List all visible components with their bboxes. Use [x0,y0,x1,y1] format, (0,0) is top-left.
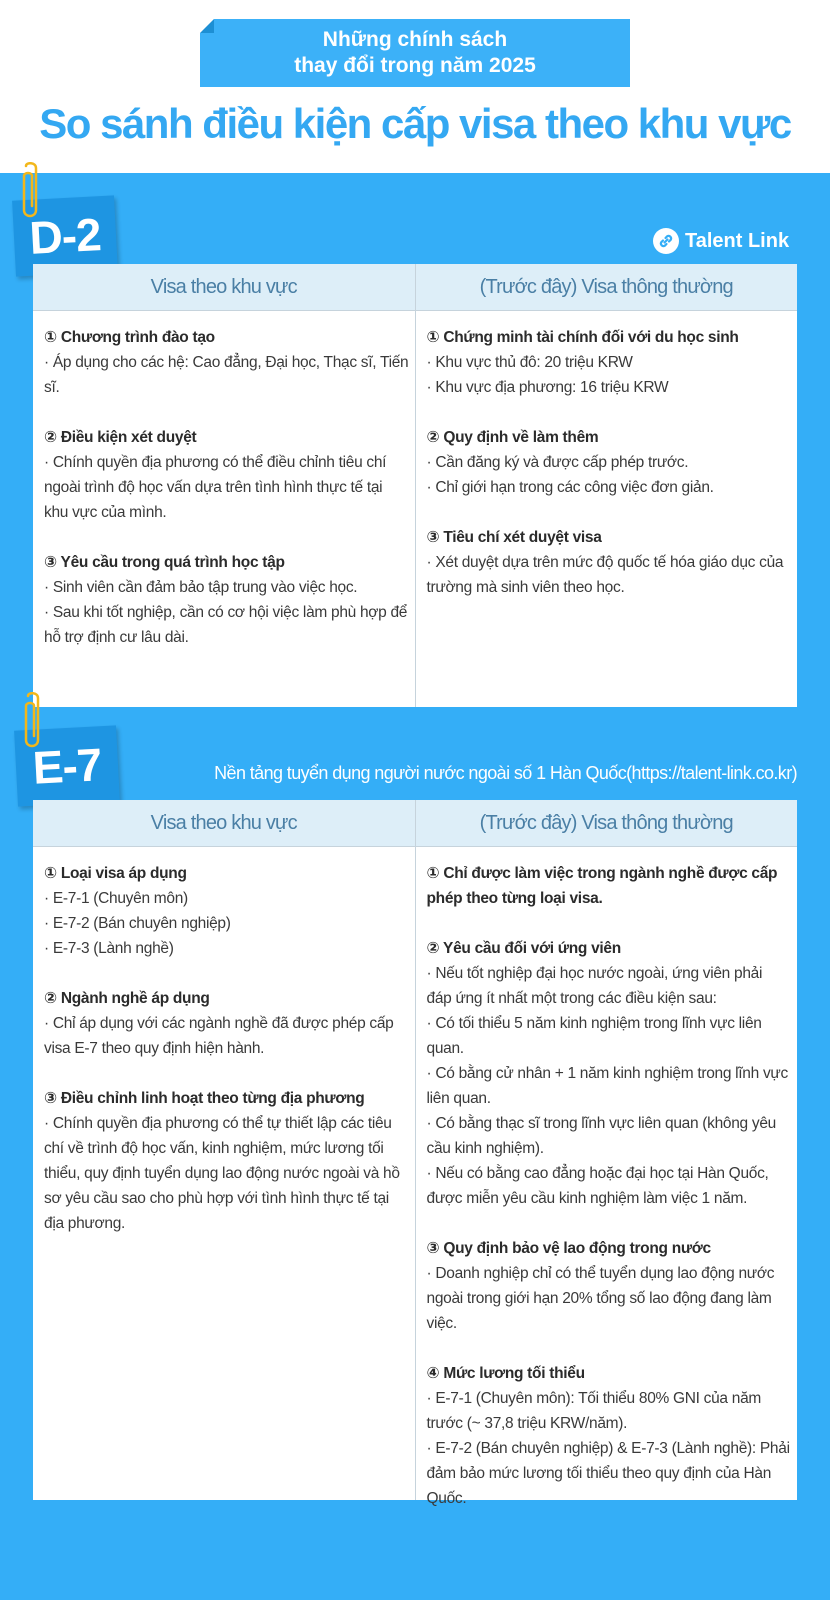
paperclip-icon [20,162,42,222]
item-title: ③ Điều chỉnh linh hoạt theo từng địa phương [44,1090,365,1107]
item-line: · Chỉ áp dụng với các ngành nghề đã được phép cấp visa E-7 theo quy định hiện hành. [44,1015,394,1057]
item-line: · Sau khi tốt nghiệp, cần có cơ hội việc làm phù hợp để hỗ trợ định cư lâu dài. [44,604,408,646]
section-tag-d2: D-2 [12,195,118,276]
item-title: ③ Quy định bảo vệ lao động trong nước [426,1240,711,1257]
talent-link-logo[interactable] [653,228,789,254]
item-line: · Nếu có bằng cao đẳng hoặc đại học tại Hàn Quốc, được miễn yêu cầu kinh nghiệm làm việc 1 năm. [426,1165,769,1207]
item-title: ② Ngành nghề áp dụng [44,990,210,1007]
item-line: · Khu vực thủ đô: 20 triệu KRW [426,354,633,371]
item-line: · E-7-2 (Bán chuyên nghiệp) & E-7-3 (Lành nghề): Phải đảm bảo mức lương tối thiểu theo quy định của Hàn Quốc. [426,1440,790,1507]
item-line: · Áp dụng cho các hệ: Cao đẳng, Đại học, Thạc sĩ, Tiến sĩ. [44,354,409,396]
banner-line-1: Những chính sách [322,28,508,51]
item-title: ③ Tiêu chí xét duyệt visa [426,529,602,546]
item-line: · Cần đăng ký và được cấp phép trước. [426,454,689,471]
item-line: · Doanh nghiệp chỉ có thể tuyển dụng lao động nước ngoài trong giới hạn 20% tổng số lao động đang làm việc. [426,1265,775,1332]
item-line: · E-7-2 (Bán chuyên nghiệp) [44,915,231,932]
item-line: · Khu vực địa phương: 16 triệu KRW [426,379,669,396]
column-regional-visa [33,264,415,707]
item-title: ① Chứng minh tài chính đối với du học sinh [426,329,739,346]
item-line: · Nếu tốt nghiệp đại học nước ngoài, ứng viên phải đáp ứng ít nhất một trong các điều kiện sau: [426,965,763,1007]
item-line: · Chính quyền địa phương có thể tự thiết lập các tiêu chí về trình độ học vấn, kinh nghiệm, mức lương tối thiểu, quy định tuyển dụng lao động nước ngoài và hồ sơ yêu cầu sao cho phù hợp với tình hình thực tế tại địa phương. [44,1115,400,1232]
item-title: ② Yêu cầu đối với ứng viên [426,940,621,957]
column-previous-visa [415,800,798,1507]
item-title: ② Điều kiện xét duyệt [44,429,197,446]
item-line: · Xét duyệt dựa trên mức độ quốc tế hóa giáo dục của trường mà sinh viên theo học. [426,554,784,596]
item-line: · Có tối thiểu 5 năm kinh nghiệm trong lĩnh vực liên quan. [426,1015,762,1057]
column-previous-visa [415,264,798,707]
list-item [44,550,409,650]
list-item [44,861,409,961]
comparison-panel-d2 [33,264,797,707]
link-icon [653,228,679,254]
banner-fold-corner [200,19,214,33]
logo-text: Talent Link [685,229,790,252]
item-line: · Có bằng cử nhân + 1 năm kinh nghiệm trong lĩnh vực liên quan. [426,1065,788,1107]
list-item [44,986,409,1061]
list-item [44,325,409,400]
column-header: Visa theo khu vực [33,800,415,847]
item-title: ① Chương trình đào tạo [44,329,215,346]
item-line: · E-7-1 (Chuyên môn) [44,890,188,907]
banner-line-2: thay đổi trong năm 2025 [294,54,536,77]
column-header: (Trước đây) Visa thông thường [416,800,798,847]
column-regional-visa [33,800,415,1500]
item-title: ③ Yêu cầu trong quá trình học tập [44,554,285,571]
list-item [427,1236,792,1336]
paperclip-icon [22,692,44,752]
list-item [427,936,792,1211]
header-banner [200,19,630,87]
item-line: · E-7-1 (Chuyên môn): Tối thiểu 80% GNI của năm trước (~ 37,8 triệu KRW/năm). [426,1390,762,1432]
item-title: ① Loại visa áp dụng [44,865,187,882]
list-item [427,425,792,500]
section-tag-e7: E-7 [14,725,120,806]
page-title: So sánh điều kiện cấp visa theo khu vực [39,100,791,147]
item-title: ① Chỉ được làm việc trong ngành nghề được cấp phép theo từng loại visa. [426,865,778,907]
item-line: · Chính quyền địa phương có thể điều chỉnh tiêu chí ngoài trình độ học vấn dựa trên tình hình thực tế tại khu vực của mình. [44,454,387,521]
item-line: · Có bằng thạc sĩ trong lĩnh vực liên quan (không yêu cầu kinh nghiệm). [426,1115,776,1157]
list-item [44,1086,409,1236]
item-line: · Chỉ giới hạn trong các công việc đơn giản. [426,479,714,496]
list-item [44,425,409,525]
tagline[interactable]: Nền tảng tuyển dụng người nước ngoài số 1 Hàn Quốc(https://talent-link.co.kr) [214,763,797,783]
column-header: Visa theo khu vực [33,264,415,311]
list-item [427,525,792,600]
item-title: ④ Mức lương tối thiểu [426,1365,585,1382]
item-title: ② Quy định về làm thêm [426,429,599,446]
column-header: (Trước đây) Visa thông thường [416,264,798,311]
item-line: · E-7-3 (Lành nghề) [44,940,174,957]
list-item [427,861,792,911]
comparison-panel-e7 [33,800,797,1507]
list-item [427,1361,792,1511]
item-line: · Sinh viên cần đảm bảo tập trung vào việc học. [44,579,358,596]
list-item [427,325,792,400]
